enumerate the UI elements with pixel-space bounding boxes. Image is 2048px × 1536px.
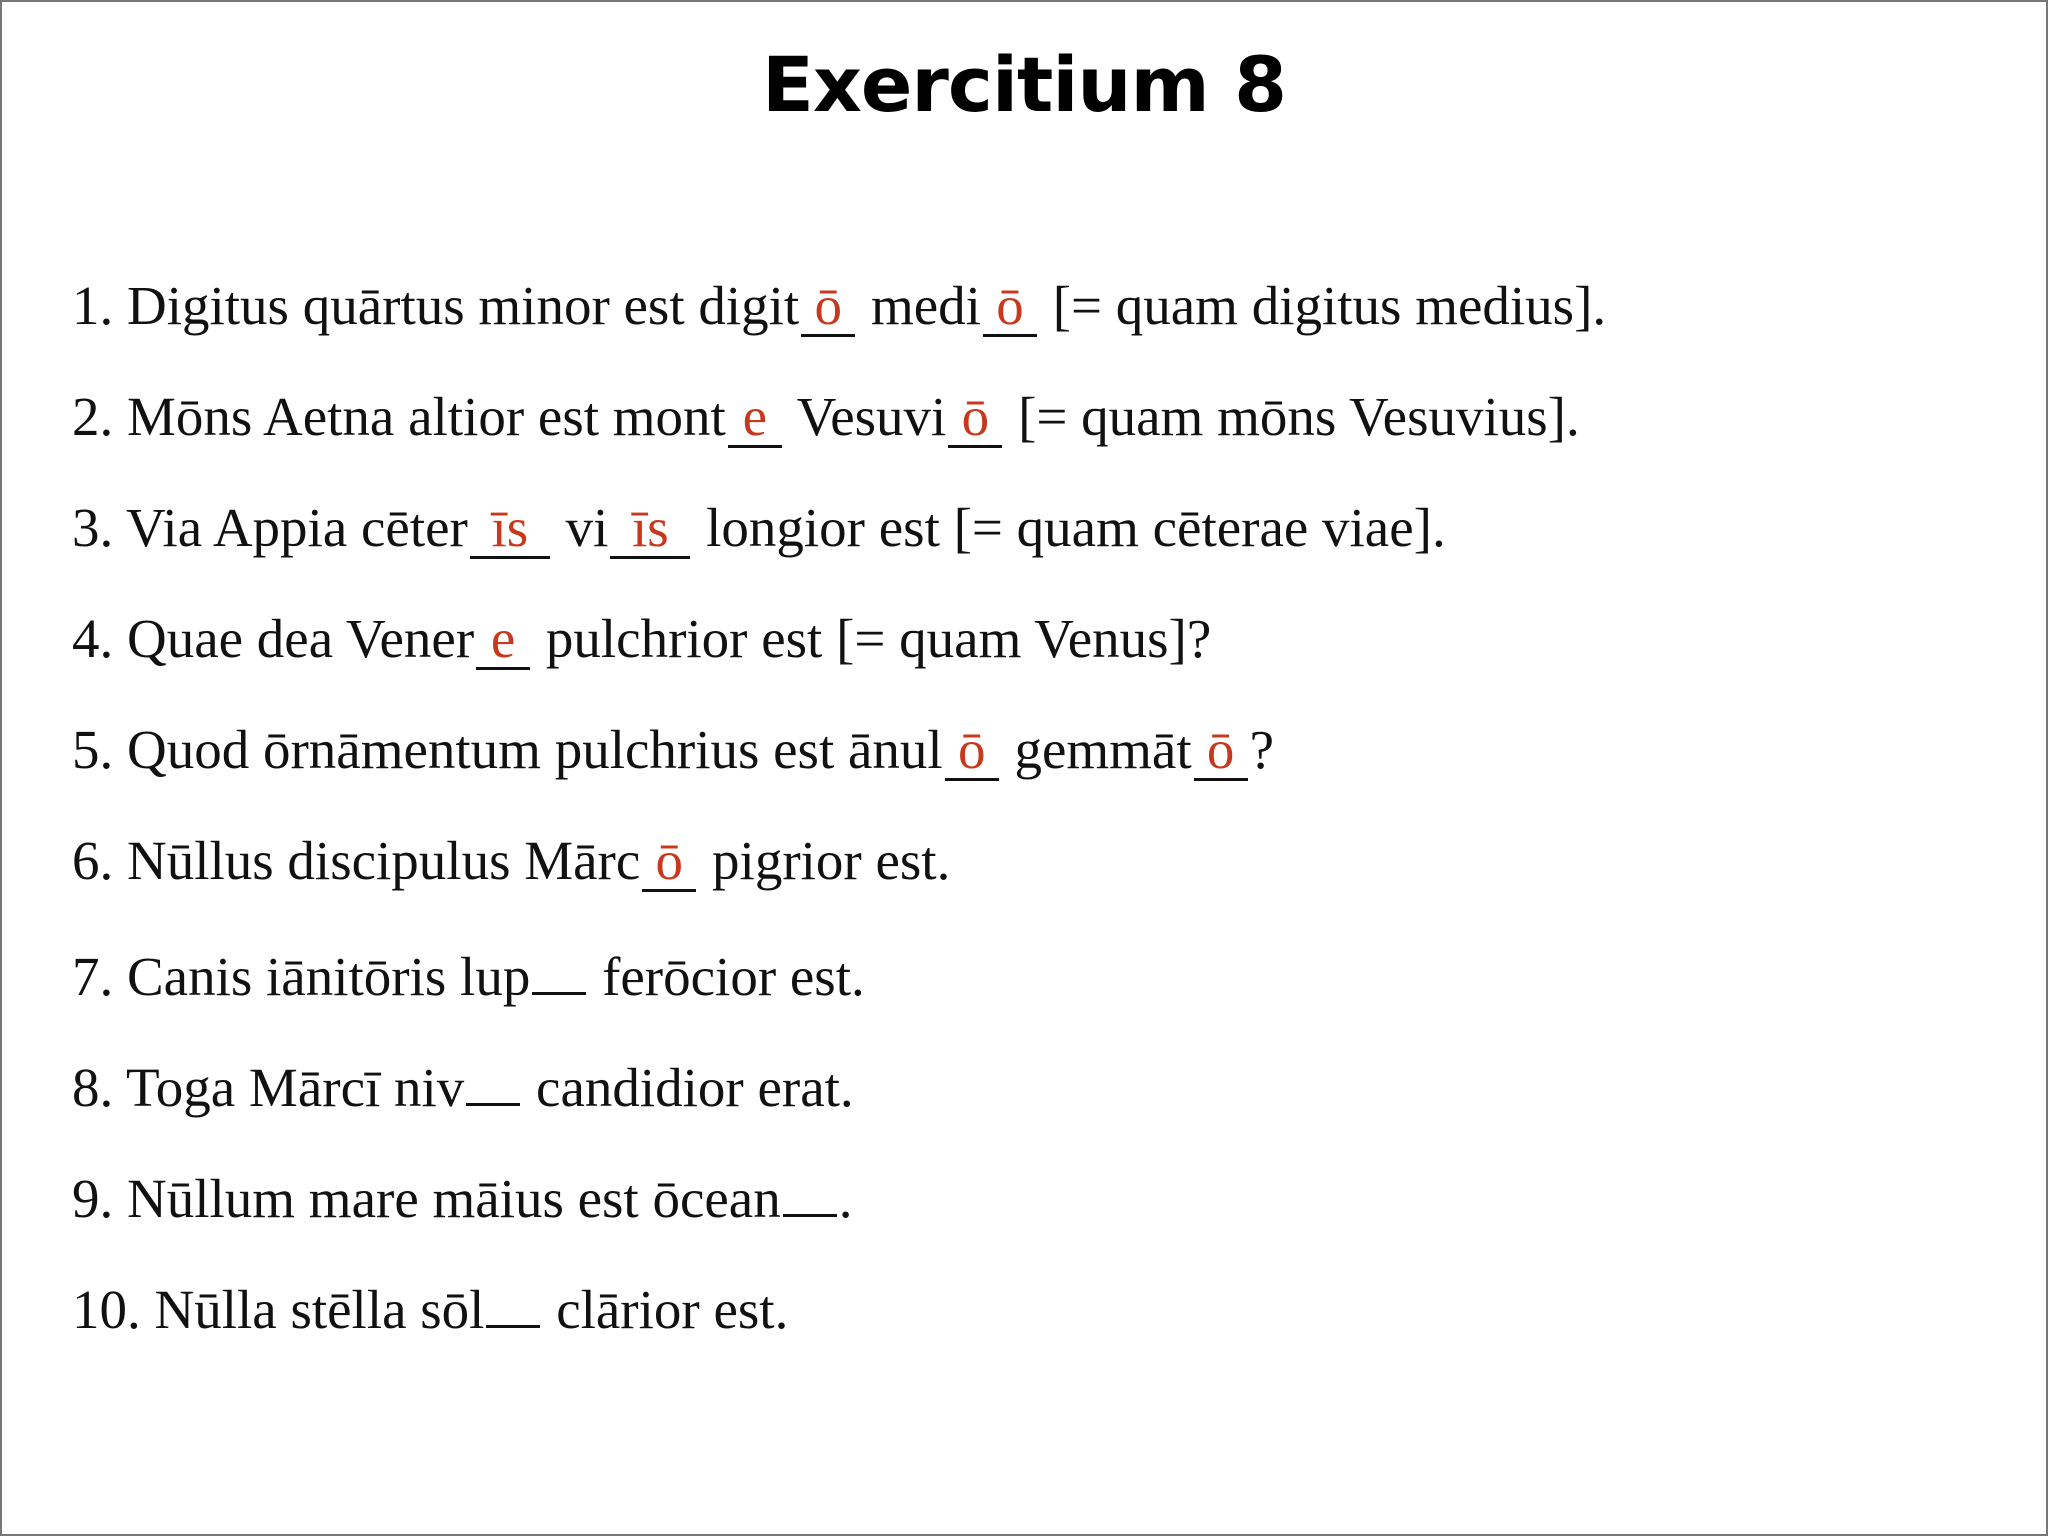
item-text: gemmāt (1000, 719, 1192, 780)
exercise-item-3 (72, 492, 2022, 603)
answer-text: e (742, 386, 768, 447)
item-text: Quae dea Vener (127, 608, 475, 669)
item-text: Quod ōrnāmentum pulchrius est ānul (127, 719, 943, 780)
exercise-list (72, 270, 2022, 1380)
item-text: [= quam digitus medius]. (1038, 275, 1607, 336)
item-text: pulchrior est [= quam Venus]? (532, 608, 1212, 669)
item-text: Nūlla stēlla sōl (154, 1279, 485, 1340)
item-text: vi (551, 497, 609, 558)
answer-text: ō (655, 830, 684, 891)
item-text: clārior est. (542, 1279, 789, 1340)
item-text: Canis iānitōris lup (127, 946, 531, 1007)
exercise-item-4 (72, 603, 2022, 714)
item-text: candidior erat. (522, 1057, 854, 1118)
slide (2, 2, 2046, 1534)
item-number: 7. (72, 946, 114, 1007)
answer-blank[interactable] (466, 1047, 520, 1106)
exercise-item-2 (72, 381, 2022, 492)
item-number: 9. (72, 1168, 114, 1229)
exercise-item-8 (72, 1047, 2022, 1158)
item-number: 1. (72, 275, 114, 336)
item-number: 5. (72, 719, 114, 780)
item-number: 6. (72, 830, 114, 891)
answer-blank[interactable] (948, 386, 1002, 448)
exercise-item-9 (72, 1158, 2022, 1269)
answer-blank[interactable] (486, 1269, 540, 1328)
item-number: 4. (72, 608, 114, 669)
item-number: 10. (72, 1279, 141, 1340)
exercise-item-1 (72, 270, 2022, 381)
item-text: Digitus quārtus minor est digit (127, 275, 800, 336)
answer-text: ō (996, 275, 1024, 336)
answer-text: īs (632, 497, 669, 558)
item-text: Nūllum mare māius est ōcean (127, 1168, 781, 1229)
item-text: Via Appia cēter (126, 497, 468, 558)
answer-blank[interactable] (945, 719, 999, 781)
answer-blank[interactable] (783, 1158, 837, 1217)
answer-blank[interactable] (476, 608, 530, 670)
item-number: 3. (72, 497, 114, 558)
answer-blank[interactable] (801, 275, 855, 337)
answer-blank[interactable] (532, 936, 586, 995)
item-text: Toga Mārcī niv (126, 1057, 465, 1118)
item-number: 2. (72, 386, 114, 447)
exercise-item-7 (72, 936, 2022, 1047)
page-title: Exercitium 8 (761, 40, 1287, 129)
item-text: . (838, 1168, 853, 1229)
answer-text: ō (957, 719, 986, 780)
answer-text: ō (1206, 719, 1235, 780)
item-text: Mōns Aetna altior est mont (127, 386, 726, 447)
answer-blank[interactable] (470, 497, 550, 559)
exercise-item-6 (72, 825, 2022, 936)
answer-blank[interactable] (1194, 719, 1248, 781)
item-text: ferōcior est. (588, 946, 865, 1007)
answer-blank[interactable] (728, 386, 782, 448)
item-text: longior est [= quam cēterae viae]. (692, 497, 1446, 558)
answer-text: e (490, 608, 516, 669)
item-text: ? (1249, 719, 1275, 780)
item-number: 8. (72, 1057, 114, 1118)
answer-text: ō (961, 386, 990, 447)
item-text: Vesuvi (783, 386, 947, 447)
exercise-item-5 (72, 714, 2022, 825)
exercise-item-10 (72, 1269, 2022, 1380)
item-text: [= quam mōns Vesuvius]. (1004, 386, 1580, 447)
answer-text: ō (814, 275, 842, 336)
answer-blank[interactable] (610, 497, 690, 559)
answer-text: īs (491, 497, 529, 558)
item-text: Nūllus discipulus Mārc (127, 830, 641, 891)
item-text: pigrior est. (698, 830, 951, 891)
item-text: medi (857, 275, 981, 336)
answer-blank[interactable] (983, 275, 1037, 337)
answer-blank[interactable] (642, 830, 696, 892)
